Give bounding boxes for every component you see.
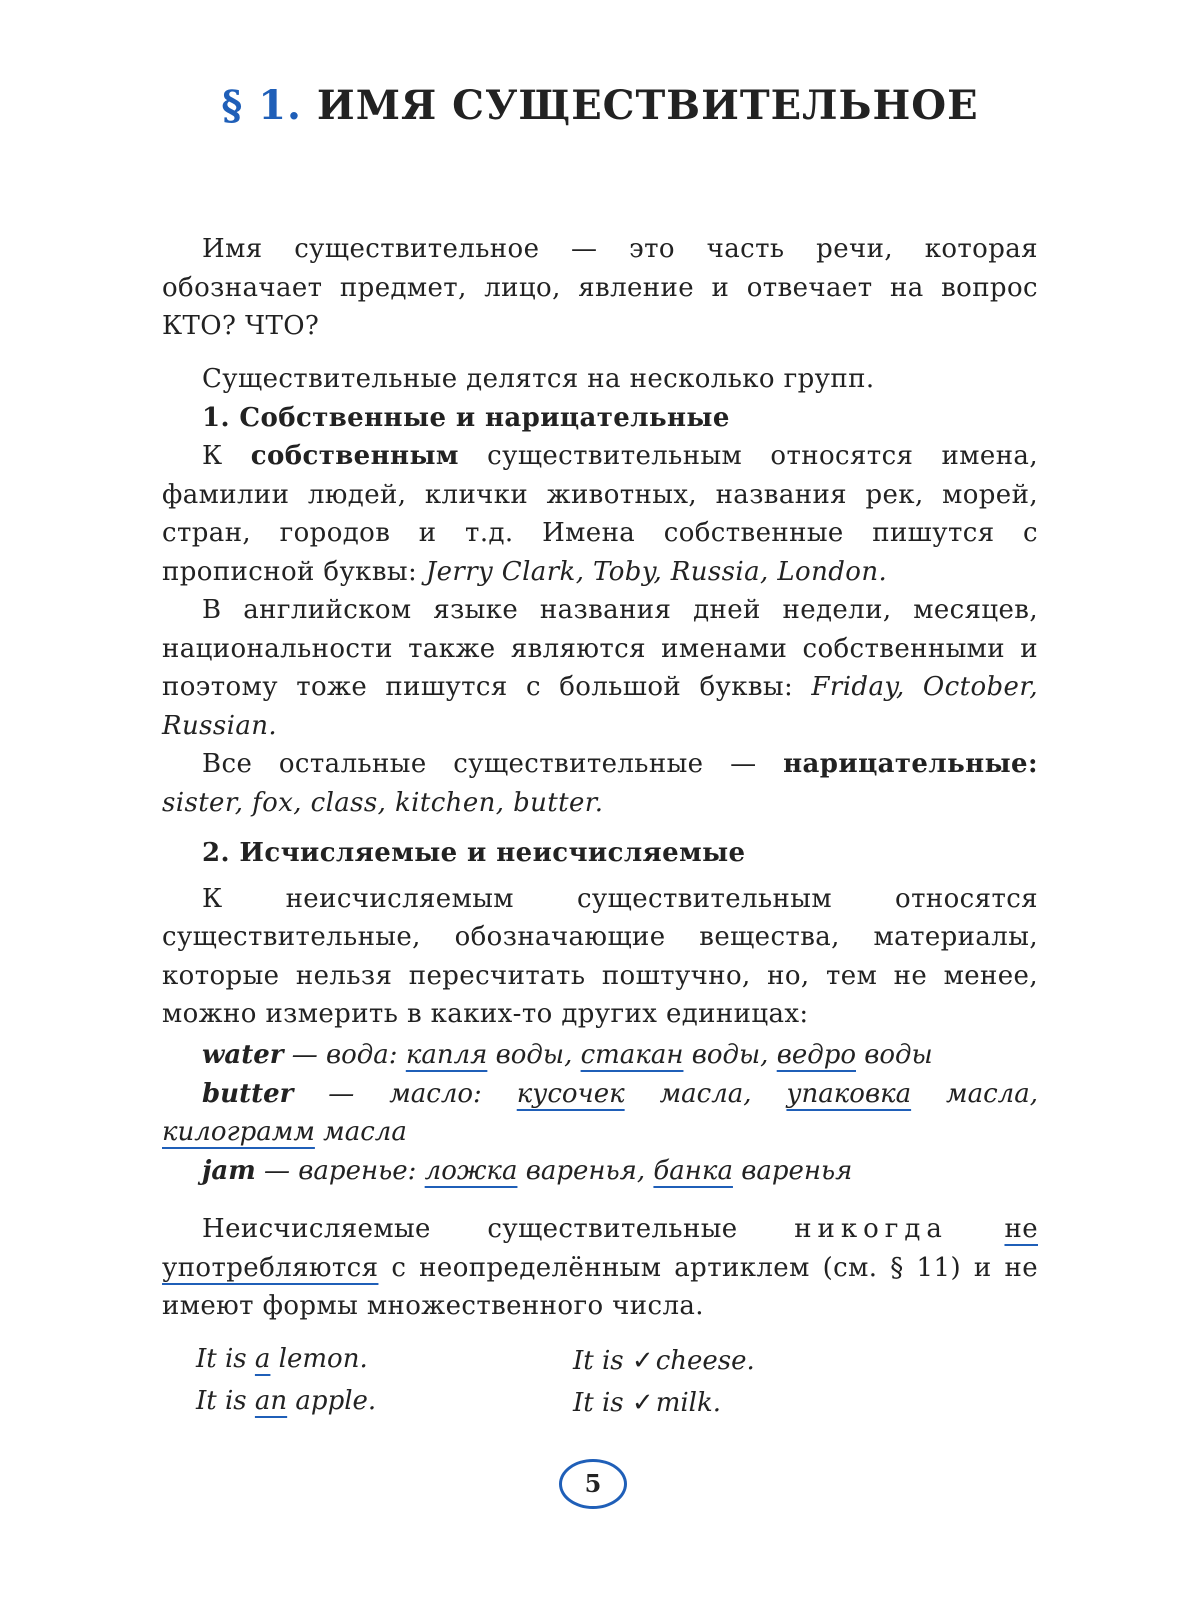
article-rule-block	[162, 1210, 1038, 1326]
section-number: § 1.	[221, 82, 302, 129]
groups-intro: Существительные делятся на несколько групп.	[202, 364, 875, 394]
common-nouns-paragraph: Все остальные существительные — нарицательные:	[202, 749, 1038, 779]
proper-nouns-paragraph: К собственным существительным относятся имена, фамилии людей, клички животных, названия рек, морей, стран, городов и т.д. Имена собственные пишутся с прописной буквы: Jerry Clark, Toby, Russia, London.	[162, 441, 1038, 587]
uncountable-examples	[162, 1036, 1038, 1190]
example-left-1: It is a lemon.	[196, 1344, 368, 1374]
example-right-2: It is ✓milk.	[573, 1388, 722, 1418]
example-butter-cont: килограмм масла	[162, 1117, 407, 1147]
example-jam: jam — варенье: ложка варенья, банка варенья	[202, 1155, 853, 1186]
check-mark-icon: ✓	[631, 1346, 654, 1376]
group2-heading: 2. Исчисляемые и неисчисляемые	[202, 838, 746, 868]
check-mark-icon: ✓	[631, 1388, 654, 1418]
definition-block	[162, 230, 1038, 346]
example-butter: butter — масло: кусочек масла, упаковка масла,	[202, 1078, 1038, 1109]
capital-letter-paragraph: В английском языке названия дней недели, месяцев, национальности также являются именами собственными и поэтому тоже пишутся с большой буквы: Friday, October, Russian.	[162, 595, 1038, 741]
group1-block	[162, 360, 1038, 822]
capital-examples: Friday, October, Russian.	[162, 672, 1038, 741]
page-number: 5	[559, 1459, 627, 1509]
uncountable-paragraph: К неисчисляемым существительным относятся существительные, обозначающие вещества, материалы, которые нельзя пересчитать поштучно, но, тем не менее, можно измерить в каких-то других единицах:	[162, 883, 1038, 1029]
example-water: water — вода: капля воды, стакан воды, ведро воды	[202, 1040, 933, 1070]
article-rule-paragraph: Неисчисляемые существительные никогда не употребляются с неопределённым артиклем (см. § 11) и не имеют формы множественного числа.	[162, 1214, 1038, 1321]
section-heading: ИМЯ СУЩЕСТВИТЕЛЬНОЕ	[316, 82, 979, 129]
page-title	[0, 78, 1200, 134]
example-left-2: It is an apple.	[196, 1386, 377, 1416]
proper-examples: Jerry Clark, Toby, Russia, London.	[425, 556, 888, 587]
group1-heading: 1. Собственные и нарицательные	[202, 402, 730, 433]
group2-block	[162, 834, 1038, 1034]
common-examples: sister, fox, class, kitchen, butter.	[162, 787, 604, 818]
definition-paragraph: Имя существительное — это часть речи, которая обозначает предмет, лицо, явление и отвечает на вопрос КТО? ЧТО?	[162, 234, 1038, 341]
example-right-1: It is ✓cheese.	[573, 1346, 755, 1376]
